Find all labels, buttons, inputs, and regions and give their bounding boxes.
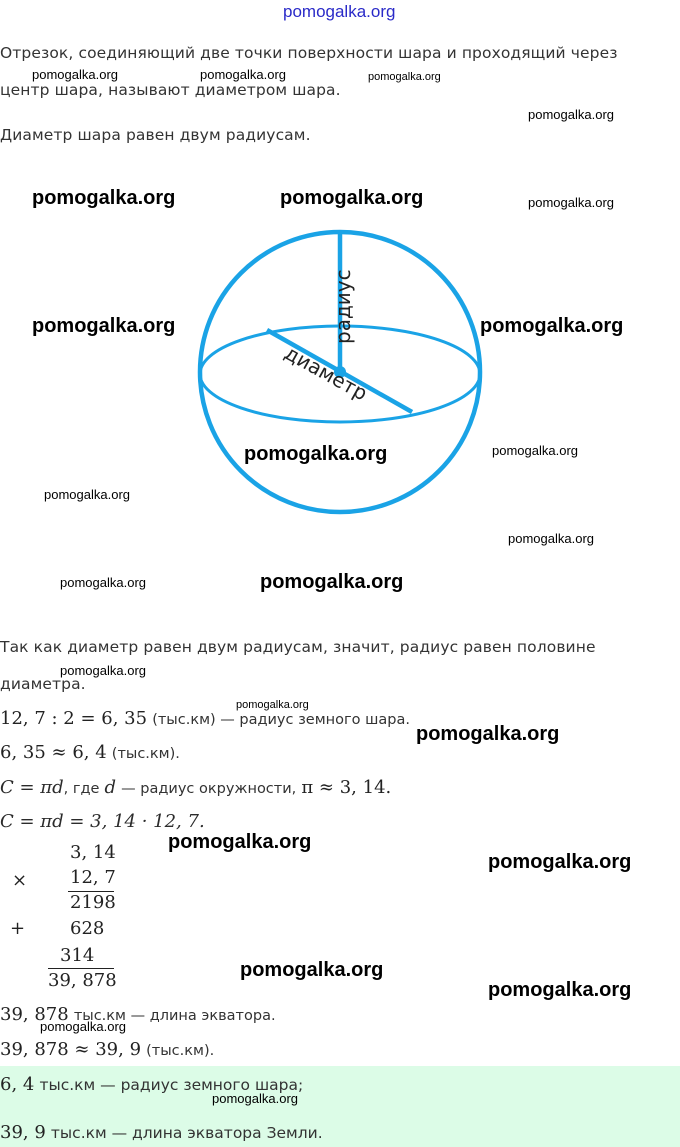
- watermark: pomogalka.org: [488, 851, 632, 873]
- formula-math: C = πd: [0, 777, 64, 798]
- watermark: pomogalka.org: [480, 315, 624, 337]
- mult-rule-2: [48, 968, 114, 969]
- result-equator-math: 39, 878: [0, 1004, 69, 1025]
- header-watermark: pomogalka.org: [283, 2, 396, 21]
- calc-radius-text: (тыс.км) — радиус земного шара.: [152, 712, 410, 728]
- explanation-line-2: диаметра.: [0, 675, 86, 693]
- watermark: pomogalka.org: [244, 443, 388, 465]
- calc-rounding-text: (тыс.км).: [111, 746, 180, 762]
- watermark: pomogalka.org: [528, 195, 614, 210]
- result-equator-text: тыс.км — длина экватора.: [73, 1008, 276, 1024]
- formula-desc: — радиус окружности,: [121, 781, 297, 797]
- calc-line-formula: [0, 777, 391, 798]
- watermark: pomogalka.org: [240, 959, 384, 981]
- intro-diameter-statement: Диаметр шара равен двум радиусам.: [0, 126, 311, 144]
- watermark: pomogalka.org: [32, 187, 176, 209]
- calc-line-rounding: [0, 742, 180, 763]
- watermark: pomogalka.org: [44, 487, 130, 502]
- answer-line-equator: [0, 1122, 323, 1143]
- result-rounding-text: (тыс.км).: [146, 1043, 215, 1059]
- diameter-label: диаметр: [280, 340, 372, 406]
- watermark: pomogalka.org: [488, 979, 632, 1001]
- watermark: pomogalka.org: [528, 107, 614, 122]
- mult-partial-2: 628: [70, 918, 105, 939]
- mult-result: 39, 878: [48, 970, 117, 991]
- watermark: pomogalka.org: [168, 831, 312, 853]
- formula-pi: π ≈ 3, 14.: [301, 777, 392, 798]
- watermark: pomogalka.org: [236, 699, 309, 711]
- watermark: pomogalka.org: [212, 1091, 298, 1106]
- watermark: pomogalka.org: [508, 531, 594, 546]
- result-line-rounding: [0, 1039, 214, 1060]
- mult-plus-sign: +: [10, 918, 26, 939]
- radius-label: радиус: [331, 269, 355, 344]
- watermark: pomogalka.org: [40, 1019, 126, 1034]
- formula-var-d: d: [104, 777, 117, 798]
- answer-radius-math: 6, 4: [0, 1074, 35, 1095]
- calc-line-radius: [0, 708, 410, 729]
- watermark: pomogalka.org: [60, 575, 146, 590]
- mult-partial-1: 2198: [70, 892, 116, 913]
- explanation-line-1: Так как диаметр равен двум радиусам, значит, радиус равен половине: [0, 638, 596, 656]
- mult-partial-3: 314: [60, 945, 95, 966]
- watermark: pomogalka.org: [60, 663, 146, 678]
- intro-line-1: Отрезок, соединяющий две точки поверхности шара и проходящий через: [0, 44, 618, 62]
- watermark: pomogalka.org: [32, 315, 176, 337]
- watermark: pomogalka.org: [416, 723, 560, 745]
- calc-radius-math: 12, 7 : 2 = 6, 35: [0, 708, 148, 729]
- substitution-math: C = πd = 3, 14 · 12, 7.: [0, 811, 205, 832]
- answer-radius-text: тыс.км — радиус земного шара;: [39, 1076, 304, 1094]
- sphere-diagram: [190, 222, 490, 522]
- mult-factor-a: 3, 14: [70, 842, 116, 863]
- intro-line-2: центр шара, называют диаметром шара.: [0, 81, 341, 99]
- answer-equator-math: 39, 9: [0, 1122, 46, 1143]
- watermark: pomogalka.org: [32, 67, 118, 82]
- watermark: pomogalka.org: [200, 67, 286, 82]
- answer-equator-text: тыс.км — длина экватора Земли.: [50, 1124, 323, 1142]
- watermark: pomogalka.org: [260, 571, 404, 593]
- result-rounding-math: 39, 878 ≈ 39, 9: [0, 1039, 142, 1060]
- watermark: pomogalka.org: [280, 187, 424, 209]
- formula-where: , где: [63, 781, 100, 797]
- watermark: pomogalka.org: [492, 443, 578, 458]
- watermark: pomogalka.org: [368, 71, 441, 83]
- calc-line-substitution: [0, 811, 205, 832]
- calc-rounding-math: 6, 35 ≈ 6, 4: [0, 742, 107, 763]
- mult-times-sign: ×: [12, 870, 28, 891]
- mult-factor-b: 12, 7: [70, 867, 116, 888]
